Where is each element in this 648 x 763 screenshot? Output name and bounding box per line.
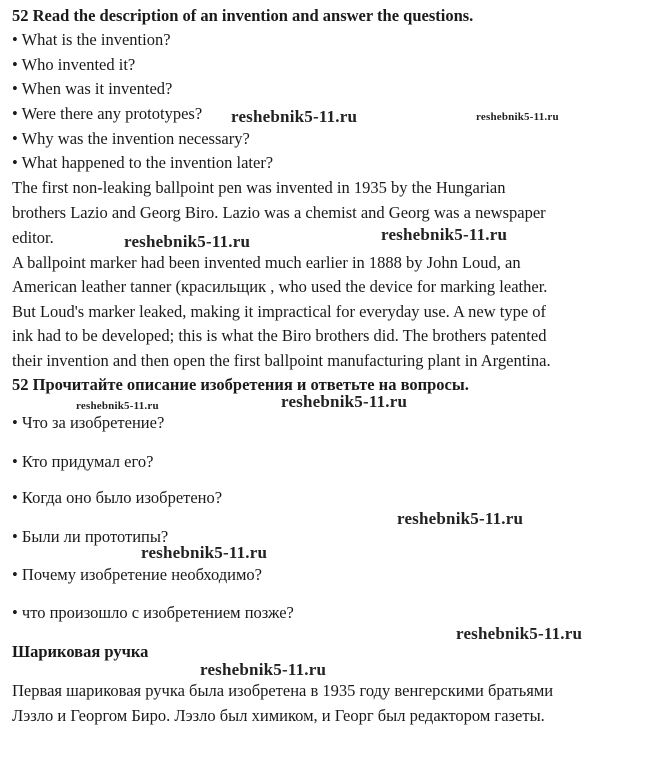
english-paragraph-line: brothers Lazio and Georg Biro. Lazio was a chemist and Georg was a newspaper (12, 203, 546, 222)
watermark: reshebnik5-11.ru (141, 543, 268, 562)
english-heading: 52 Read the description of an invention and answer the questions. (12, 6, 474, 25)
english-question: • Who invented it? (12, 55, 136, 74)
english-question: • What happened to the invention later? (12, 153, 274, 172)
english-paragraph-line: their invention and then open the first ballpoint manufacturing plant in Argentina. (12, 351, 551, 370)
english-question: • What is the invention? (12, 30, 171, 49)
english-paragraph-line: American leather tanner (красильщик , who used the device for marking leather. (12, 277, 548, 296)
watermark: reshebnik5-11.ru (456, 624, 583, 643)
english-question: • When was it invented? (12, 79, 173, 98)
english-question: • Why was the invention necessary? (12, 129, 250, 148)
russian-heading: 52 Прочитайте описание изобретения и ответьте на вопросы. (12, 375, 469, 394)
watermark: reshebnik5-11.ru (76, 400, 159, 412)
russian-title: Шариковая ручка (12, 642, 149, 661)
watermark: reshebnik5-11.ru (381, 225, 508, 244)
watermark: reshebnik5-11.ru (397, 509, 524, 528)
english-paragraph-line: editor. (12, 228, 54, 247)
russian-paragraph-line: Лэзло и Георгом Биро. Лэзло был химиком, и Георг был редактором газеты. (12, 706, 545, 725)
watermark: reshebnik5-11.ru (476, 111, 559, 123)
russian-question: • Кто придумал его? (12, 452, 154, 471)
watermark: reshebnik5-11.ru (281, 392, 408, 411)
russian-question: • что произошло с изобретением позже? (12, 603, 294, 622)
watermark: reshebnik5-11.ru (231, 107, 358, 126)
russian-paragraph-line: Первая шариковая ручка была изобретена в 1935 году венгерскими братьями (12, 681, 554, 700)
english-paragraph-line: A ballpoint marker had been invented much earlier in 1888 by John Loud, an (12, 253, 521, 272)
russian-question: • Были ли прототипы? (12, 527, 169, 546)
watermark: reshebnik5-11.ru (124, 232, 251, 251)
english-paragraph-line: ink had to be developed; this is what the Biro brothers did. The brothers patented (12, 326, 547, 345)
watermark: reshebnik5-11.ru (200, 660, 327, 679)
russian-question: • Когда оно было изобретено? (12, 488, 223, 507)
russian-question: • Что за изобретение? (12, 413, 165, 432)
english-question: • Were there any prototypes? (12, 104, 203, 123)
russian-question: • Почему изобретение необходимо? (12, 565, 262, 584)
english-paragraph-line: But Loud's marker leaked, making it impractical for everyday use. A new type of (12, 302, 547, 321)
english-paragraph-line: The first non-leaking ballpoint pen was invented in 1935 by the Hungarian (12, 178, 506, 197)
